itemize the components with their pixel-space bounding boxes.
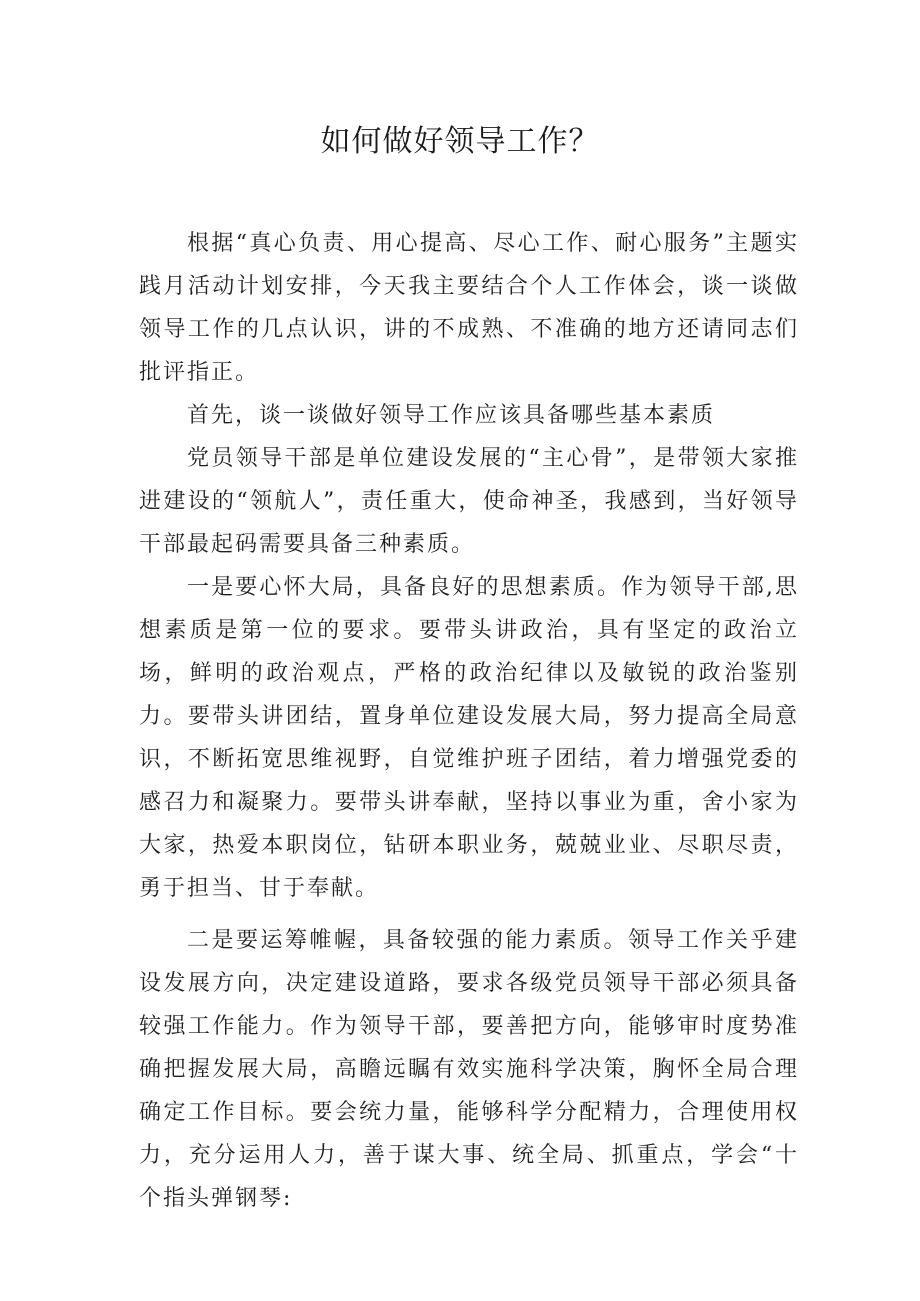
paragraph-ideological-quality: 一是要心怀大局，具备良好的思想素质。作为领导干部,思想素质是第一位的要求。要带头讲政治，具有坚定的政治立场，鲜明的政治观点，严格的政治纪律以及敏锐的政治鉴别力。要带头讲团结，置身单位建设发展大局，努力提高全局意识，不断拓宽思维视野，自觉维护班子团结，着力增强党委的感召力和凝聚力。要带头讲奉献，坚持以事业为重，舍小家为大家，热爱本职岗位，钻研本职业务，兢兢业业、尽职尽责，勇于担当、甘于奉献。: [139, 575, 799, 901]
paragraph-intro: 根据“真心负责、用心提高、尽心工作、耐心服务”主题实践月活动计划安排，今天我主要结合个人工作体会，谈一谈做领导工作的几点认识，讲的不成熟、不准确的地方还请同志们批评指正。: [139, 231, 799, 385]
paragraph-section-heading: 首先，谈一谈做好领导工作应该具备哪些基本素质: [187, 403, 716, 428]
paragraph-ability-quality: 二是要运筹帷幄，具备较强的能力素质。领导工作关乎建设发展方向，决定建设道路，要求各级党员领导干部必须具备较强工作能力。作为领导干部，要善把方向，能够审时度势准确把握发展大局，高瞻远瞩有效实施科学决策，胸怀全局合理确定工作目标。要会统力量，能够科学分配精力，合理使用权力，充分运用人力，善于谋大事、统全局、抓重点，学会“十个指头弹钢琴:: [139, 928, 799, 1211]
document-title: 如何做好领导工作？: [320, 124, 600, 159]
paragraph-leadership-overview: 党员领导干部是单位建设发展的“主心骨”，是带领大家推进建设的“领航人”，责任重大，使命神圣，我感到，当好领导干部最起码需要具备三种素质。: [139, 446, 799, 557]
document-body: [139, 222, 799, 1220]
